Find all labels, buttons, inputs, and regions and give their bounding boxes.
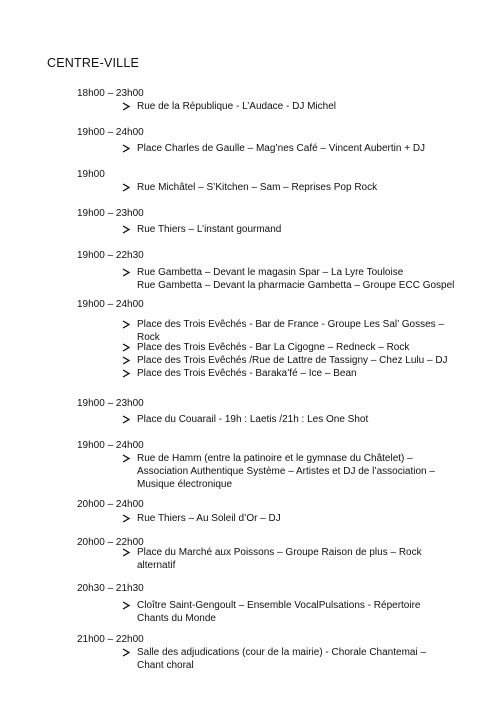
list-item-text — [137, 354, 460, 367]
time-slot-label: 19h00 – 24h00 — [77, 440, 144, 451]
list-item-line: Place des Trois Evêchés - Bar de France - Groupe Les Sal’ Gosses – — [137, 319, 444, 330]
list-item — [120, 599, 460, 625]
list-item-text — [137, 100, 460, 113]
list-item-line: Rue Thiers – L’instant gourmand — [137, 224, 282, 235]
list-item-line: Place du Couarail - 19h : Laetis /21h : Les One Shot — [137, 414, 369, 425]
list-item — [120, 413, 460, 426]
arrowhead-bullet-icon — [120, 142, 134, 155]
list-item — [120, 546, 460, 572]
list-item-line: Place des Trois Evêchés /Rue de Lattre de Tassigny – Chez Lulu – DJ — [137, 355, 448, 366]
arrowhead-bullet-icon — [120, 512, 134, 525]
list-item-line: Rock — [137, 332, 160, 343]
list-item-text — [137, 142, 460, 155]
list-item-line: Musique électronique — [137, 479, 233, 490]
list-item-line: Rue de Hamm (entre la patinoire et le gymnase du Châtelet) – — [137, 453, 413, 464]
arrowhead-bullet-icon — [120, 100, 134, 113]
arrowhead-bullet-icon — [120, 223, 134, 236]
list-item — [120, 646, 460, 672]
list-item-line: Place des Trois Evêchés - Baraka’fé – Ice – Bean — [137, 368, 357, 379]
arrowhead-bullet-icon — [120, 367, 134, 380]
list-item-line: Rue Gambetta – Devant la pharmacie Gambetta – Groupe ECC Gospel — [137, 280, 455, 291]
list-item-line: Rue de la République - L’Audace - DJ Michel — [137, 101, 336, 112]
list-item-line: Place du Marché aux Poissons – Groupe Raison de plus – Rock — [137, 547, 422, 558]
list-item-text — [137, 452, 460, 491]
list-item-line: Place Charles de Gaulle – Mag’nes Café – Vincent Aubertin + DJ — [137, 143, 426, 154]
time-slot-label: 19h00 – 24h00 — [77, 127, 144, 138]
list-item-line: Rue Gambetta – Devant le magasin Spar – La Lyre Touloise — [137, 267, 404, 278]
list-item-line: alternatif — [137, 560, 176, 571]
list-item — [120, 100, 460, 113]
arrowhead-bullet-icon — [120, 266, 134, 279]
time-slot-label: 19h00 – 22h30 — [77, 250, 144, 261]
list-item-text — [137, 181, 460, 194]
arrowhead-bullet-icon — [120, 318, 134, 331]
section-title: CENTRE-VILLE — [47, 56, 140, 70]
list-item-line: Chant choral — [137, 660, 194, 671]
list-item-line: Chants du Monde — [137, 613, 216, 624]
time-slot-label: 19h00 – 23h00 — [77, 398, 144, 409]
time-slot-label: 20h30 – 21h30 — [77, 583, 144, 594]
list-item — [120, 223, 460, 236]
time-slot-label: 19h00 – 24h00 — [77, 299, 144, 310]
list-item-text — [137, 413, 460, 426]
list-item — [120, 341, 460, 354]
list-item-line: Association Authentique Système – Artistes et DJ de l’association – — [137, 466, 435, 477]
time-slot-label: 20h00 – 22h00 — [77, 537, 144, 548]
time-slot-label: 18h00 – 23h00 — [77, 88, 144, 99]
list-item — [120, 452, 460, 491]
list-item-text — [137, 646, 460, 672]
list-item-text — [137, 546, 460, 572]
time-slot-label: 19h00 — [77, 169, 105, 180]
arrowhead-bullet-icon — [120, 181, 134, 194]
list-item-text — [137, 266, 460, 292]
arrowhead-bullet-icon — [120, 646, 134, 659]
time-slot-label: 21h00 – 22h00 — [77, 634, 144, 645]
list-item-text — [137, 223, 460, 236]
time-slot-label: 19h00 – 23h00 — [77, 208, 144, 219]
list-item-line: Rue Thiers – Au Soleil d’Or – DJ — [137, 513, 281, 524]
arrowhead-bullet-icon — [120, 546, 134, 559]
list-item — [120, 266, 460, 292]
list-item-text — [137, 341, 460, 354]
list-item — [120, 181, 460, 194]
list-item-line: Cloître Saint-Gengoult – Ensemble VocalPulsations - Répertoire — [137, 600, 421, 611]
arrowhead-bullet-icon — [120, 452, 134, 465]
list-item — [120, 512, 460, 525]
arrowhead-bullet-icon — [120, 354, 134, 367]
list-item — [120, 367, 460, 380]
list-item — [120, 354, 460, 367]
list-item — [120, 142, 460, 155]
list-item-text — [137, 599, 460, 625]
list-item-line: Rue Michâtel – S’Kitchen – Sam – Reprises Pop Rock — [137, 182, 378, 193]
list-item-text — [137, 512, 460, 525]
time-slot-label: 20h00 – 24h00 — [77, 499, 144, 510]
list-item-text — [137, 367, 460, 380]
arrowhead-bullet-icon — [120, 413, 134, 426]
arrowhead-bullet-icon — [120, 599, 134, 612]
arrowhead-bullet-icon — [120, 341, 134, 354]
list-item-line: Salle des adjudications (cour de la mairie) - Chorale Chantemai – — [137, 647, 427, 658]
list-item-line: Place des Trois Evêchés - Bar La Cigogne – Redneck – Rock — [137, 342, 410, 353]
